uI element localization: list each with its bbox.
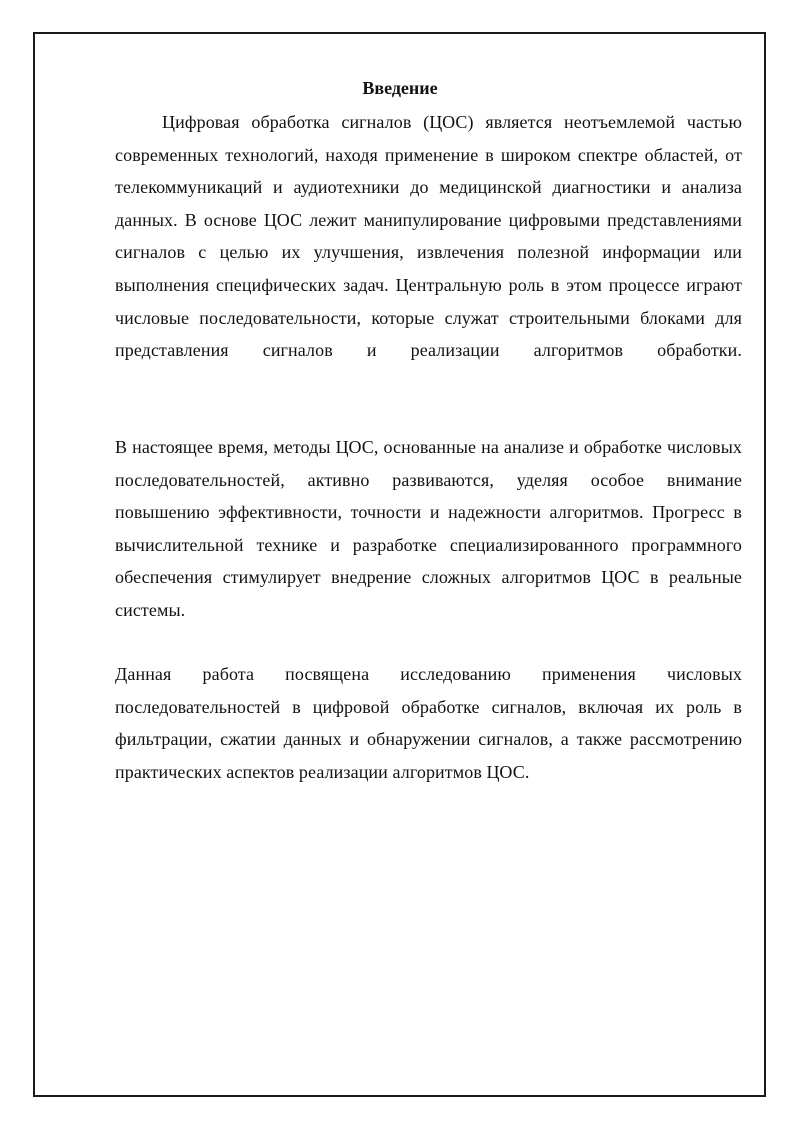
document-title: Введение (362, 78, 438, 98)
paragraph-intro: Цифровая обработка сигналов (ЦОС) является неотъемлемой частью современных технологий, находя применение в широком спектре областей, от телекоммуникаций и аудиотехники до медицинской диагностики и анализа данных. В основе ЦОС лежит манипулирование цифровыми представлениями сигналов с целью их улучшения, извлечения полезной информации или выполнения специфических задач. Центральную роль в этом процессе играют числовые последовательности, которые служат строительными блоками для представления сигналов и реализации алгоритмов обработки. (115, 112, 742, 361)
paragraph-current-methods: В настоящее время, методы ЦОС, основанные на анализе и обработке числовых последовательностей, активно развиваются, уделяя особое внимание повышению эффективности, точности и надежности алгоритмов. Прогресс в вычислительной технике и разработке специализированного программного обеспечения стимулирует внедрение сложных алгоритмов ЦОС в реальные системы. (115, 437, 742, 620)
paragraph-work-purpose: Данная работа посвящена исследованию применения числовых последовательностей в цифровой обработке сигналов, включая их роль в фильтрации, сжатии данных и обнаружении сигналов, а также рассмотрению практических аспектов реализации алгоритмов ЦОС. (115, 664, 742, 782)
